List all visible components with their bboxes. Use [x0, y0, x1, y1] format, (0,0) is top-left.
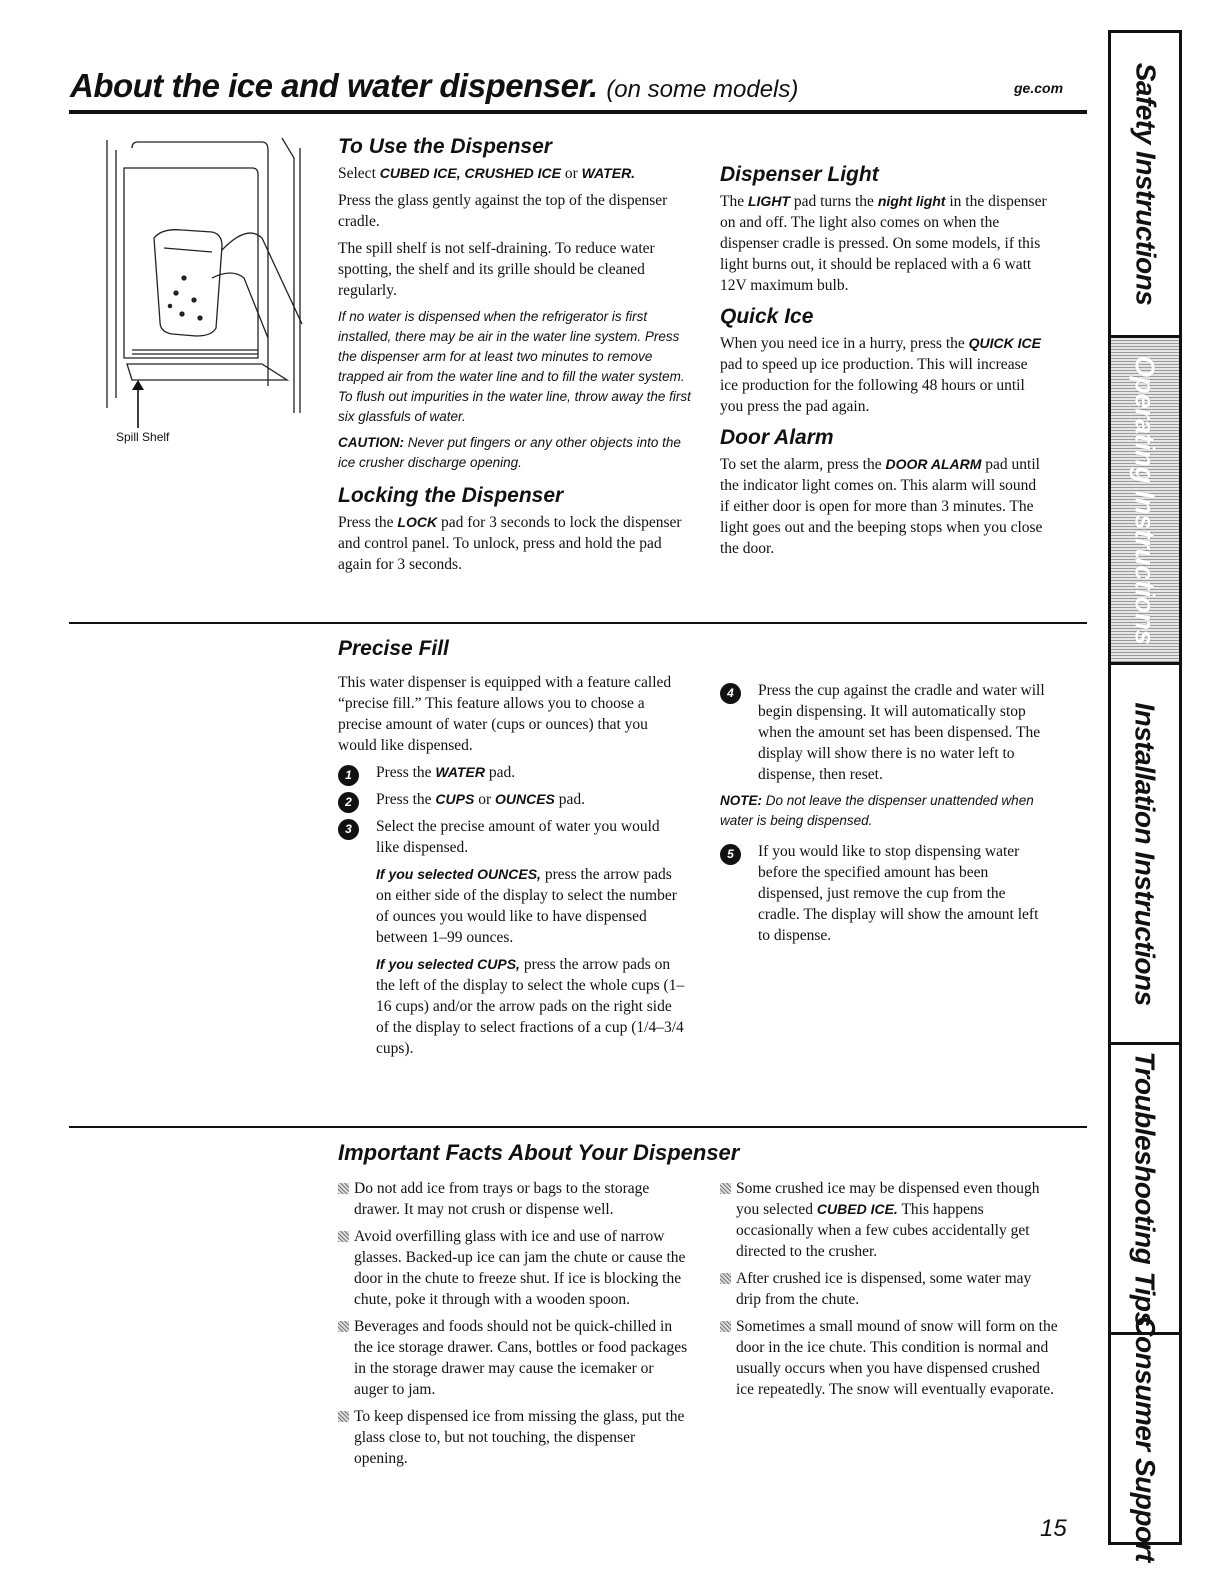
bullet-icon	[720, 1321, 731, 1332]
caution-note: CAUTION: Never put fingers or any other objects into the ice crusher discharge opening.	[338, 435, 681, 470]
bullet-icon	[720, 1183, 731, 1194]
heading-precise-fill: Precise Fill	[338, 637, 449, 660]
bullet-icon	[338, 1411, 349, 1422]
header-rule	[69, 110, 1087, 114]
page-title	[70, 66, 798, 110]
step-number: 2	[338, 792, 359, 813]
fact-item: Do not add ice from trays or bags to the storage drawer. It may not crush or dispense well.	[338, 1178, 688, 1220]
step-1: 1 Press the WATER pad.	[338, 762, 686, 783]
select-paragraph: Select CUBED ICE, CRUSHED ICE or WATER.	[338, 165, 636, 182]
light-paragraph: The LIGHT pad turns the night light in the dispenser on and off. The light also comes on when the dispenser cradle is pressed. On some models, if this light burns out, it should be replaced with a 6 watt 12V maximum bulb.	[720, 193, 1047, 294]
spill-shelf-caption: Spill Shelf	[116, 430, 170, 444]
tab-installation-instructions[interactable]: Installation Instructions	[1111, 665, 1179, 1045]
bullet-icon	[338, 1183, 349, 1194]
section-right-top	[720, 162, 1048, 565]
divider-2	[69, 1126, 1087, 1128]
air-note: If no water is dispensed when the refrigerator is first installed, there may be air in the water line system. Press the dispenser arm for at least two minutes to remove trapped air from the water line and to fill the water system. To flush out impurities in the water line, throw away the first six glassfuls of water.	[338, 309, 691, 424]
door-alarm-paragraph: To set the alarm, press the DOOR ALARM pad until the indicator light comes on. This alarm will sound if either door is open for more than 3 minutes. The light goes out and the beeping stops when you close the door.	[720, 456, 1043, 557]
step-number: 5	[720, 844, 741, 865]
dispenser-drawing	[72, 128, 317, 428]
section-facts-left	[338, 1140, 740, 1475]
heading-important-facts: Important Facts About Your Dispenser	[338, 1140, 740, 1165]
cups-paragraph: If you selected CUPS, press the arrow pads on the left of the display to select the whole cups (1–16 cups) and/or the arrow pads on the right side of the display to select fractions of a cup (1/4–3/4 cups).	[376, 956, 685, 1057]
dispenser-illustration	[72, 128, 317, 428]
heading-door-alarm: Door Alarm	[720, 426, 834, 449]
tab-troubleshooting-tips[interactable]: Troubleshooting Tips	[1111, 1045, 1179, 1335]
section-to-use	[338, 134, 694, 581]
step-4: 4 Press the cup against the cradle and water will begin dispensing. It will automatically stop when the amount set has been dispensed. The display will show there is no water left to dispense, then reset.	[720, 680, 1048, 785]
precise-note: NOTE: Do not leave the dispenser unattended when water is being dispensed.	[720, 793, 1034, 828]
bullet-icon	[338, 1231, 349, 1242]
press-glass-paragraph: Press the glass gently against the top of the dispenser cradle.	[338, 192, 668, 230]
spill-shelf-paragraph: The spill shelf is not self-draining. To reduce water spotting, the shelf and its grille should be cleaned regularly.	[338, 240, 655, 299]
step-5: 5 If you would like to stop dispensing water before the specified amount has been dispensed, just remove the cup from the cradle. The display will show the amount left to dispense.	[720, 841, 1048, 946]
bullet-icon	[338, 1321, 349, 1332]
fact-item: To keep dispensed ice from missing the glass, put the glass close to, but not touching, the dispenser opening.	[338, 1406, 688, 1469]
step-number: 1	[338, 765, 359, 786]
fact-item: Some crushed ice may be dispensed even though you selected CUBED ICE. This happens occasionally when a few cubes accidentally get directed to the crusher.	[720, 1178, 1058, 1262]
heading-dispenser-light: Dispenser Light	[720, 163, 879, 186]
heading-to-use: To Use the Dispenser	[338, 135, 552, 158]
page-subtitle: (on some models)	[606, 76, 799, 103]
ounces-paragraph: If you selected OUNCES, press the arrow pads on either side of the display to select the number of ounces you would like to have dispensed between 1–99 ounces.	[376, 866, 677, 946]
heading-locking: Locking the Dispenser	[338, 484, 564, 507]
fact-item: Sometimes a small mound of snow will form on the door in the ice chute. This condition is normal and usually occurs when you have dispensed crushed ice repeatedly. The snow will eventually evaporate.	[720, 1316, 1058, 1400]
section-precise-fill-left	[338, 636, 686, 1065]
step-3: 3 Select the precise amount of water you would like dispensed.	[338, 816, 686, 858]
step-number: 4	[720, 683, 741, 704]
precise-intro: This water dispenser is equipped with a feature called “precise fill.” This feature allows you to choose a precise amount of water (cups or ounces) that you would like dispensed.	[338, 674, 672, 754]
fact-item: Avoid overfilling glass with ice and use of narrow glasses. Backed-up ice can jam the chute or cause the door in the chute to freeze shut. If ice is blocking the chute, poke it through with a wooden spoon.	[338, 1226, 688, 1310]
bullet-icon	[720, 1273, 731, 1284]
page-number: 15	[1040, 1515, 1067, 1542]
divider-1	[69, 622, 1087, 624]
tab-safety-instructions[interactable]: Safety Instructions	[1111, 33, 1179, 338]
fact-item: After crushed ice is dispensed, some water may drip from the chute.	[720, 1268, 1058, 1310]
locking-paragraph: Press the LOCK pad for 3 seconds to lock the dispenser and control panel. To unlock, press and hold the pad again for 3 seconds.	[338, 514, 682, 573]
heading-quick-ice: Quick Ice	[720, 305, 814, 328]
page-title-text: About the ice and water dispenser.	[70, 67, 598, 104]
fact-item: Beverages and foods should not be quick-chilled in the ice storage drawer. Cans, bottles or food packages in the storage drawer may cause the icemaker or auger to jam.	[338, 1316, 688, 1400]
section-precise-fill-right	[720, 680, 1048, 952]
tab-operating-instructions[interactable]: Operating Instructions	[1111, 338, 1179, 665]
tab-consumer-support[interactable]: Consumer Support	[1130, 1315, 1161, 1562]
step-number: 3	[338, 819, 359, 840]
site-link[interactable]: ge.com	[1014, 80, 1064, 96]
section-facts-right	[720, 1178, 1058, 1406]
quick-ice-paragraph: When you need ice in a hurry, press the QUICK ICE pad to speed up ice production. This will increase ice production for the following 48 hours or until you press the pad again.	[720, 335, 1041, 415]
step-2: 2 Press the CUPS or OUNCES pad.	[338, 789, 686, 810]
section-tabs	[1108, 30, 1182, 1562]
